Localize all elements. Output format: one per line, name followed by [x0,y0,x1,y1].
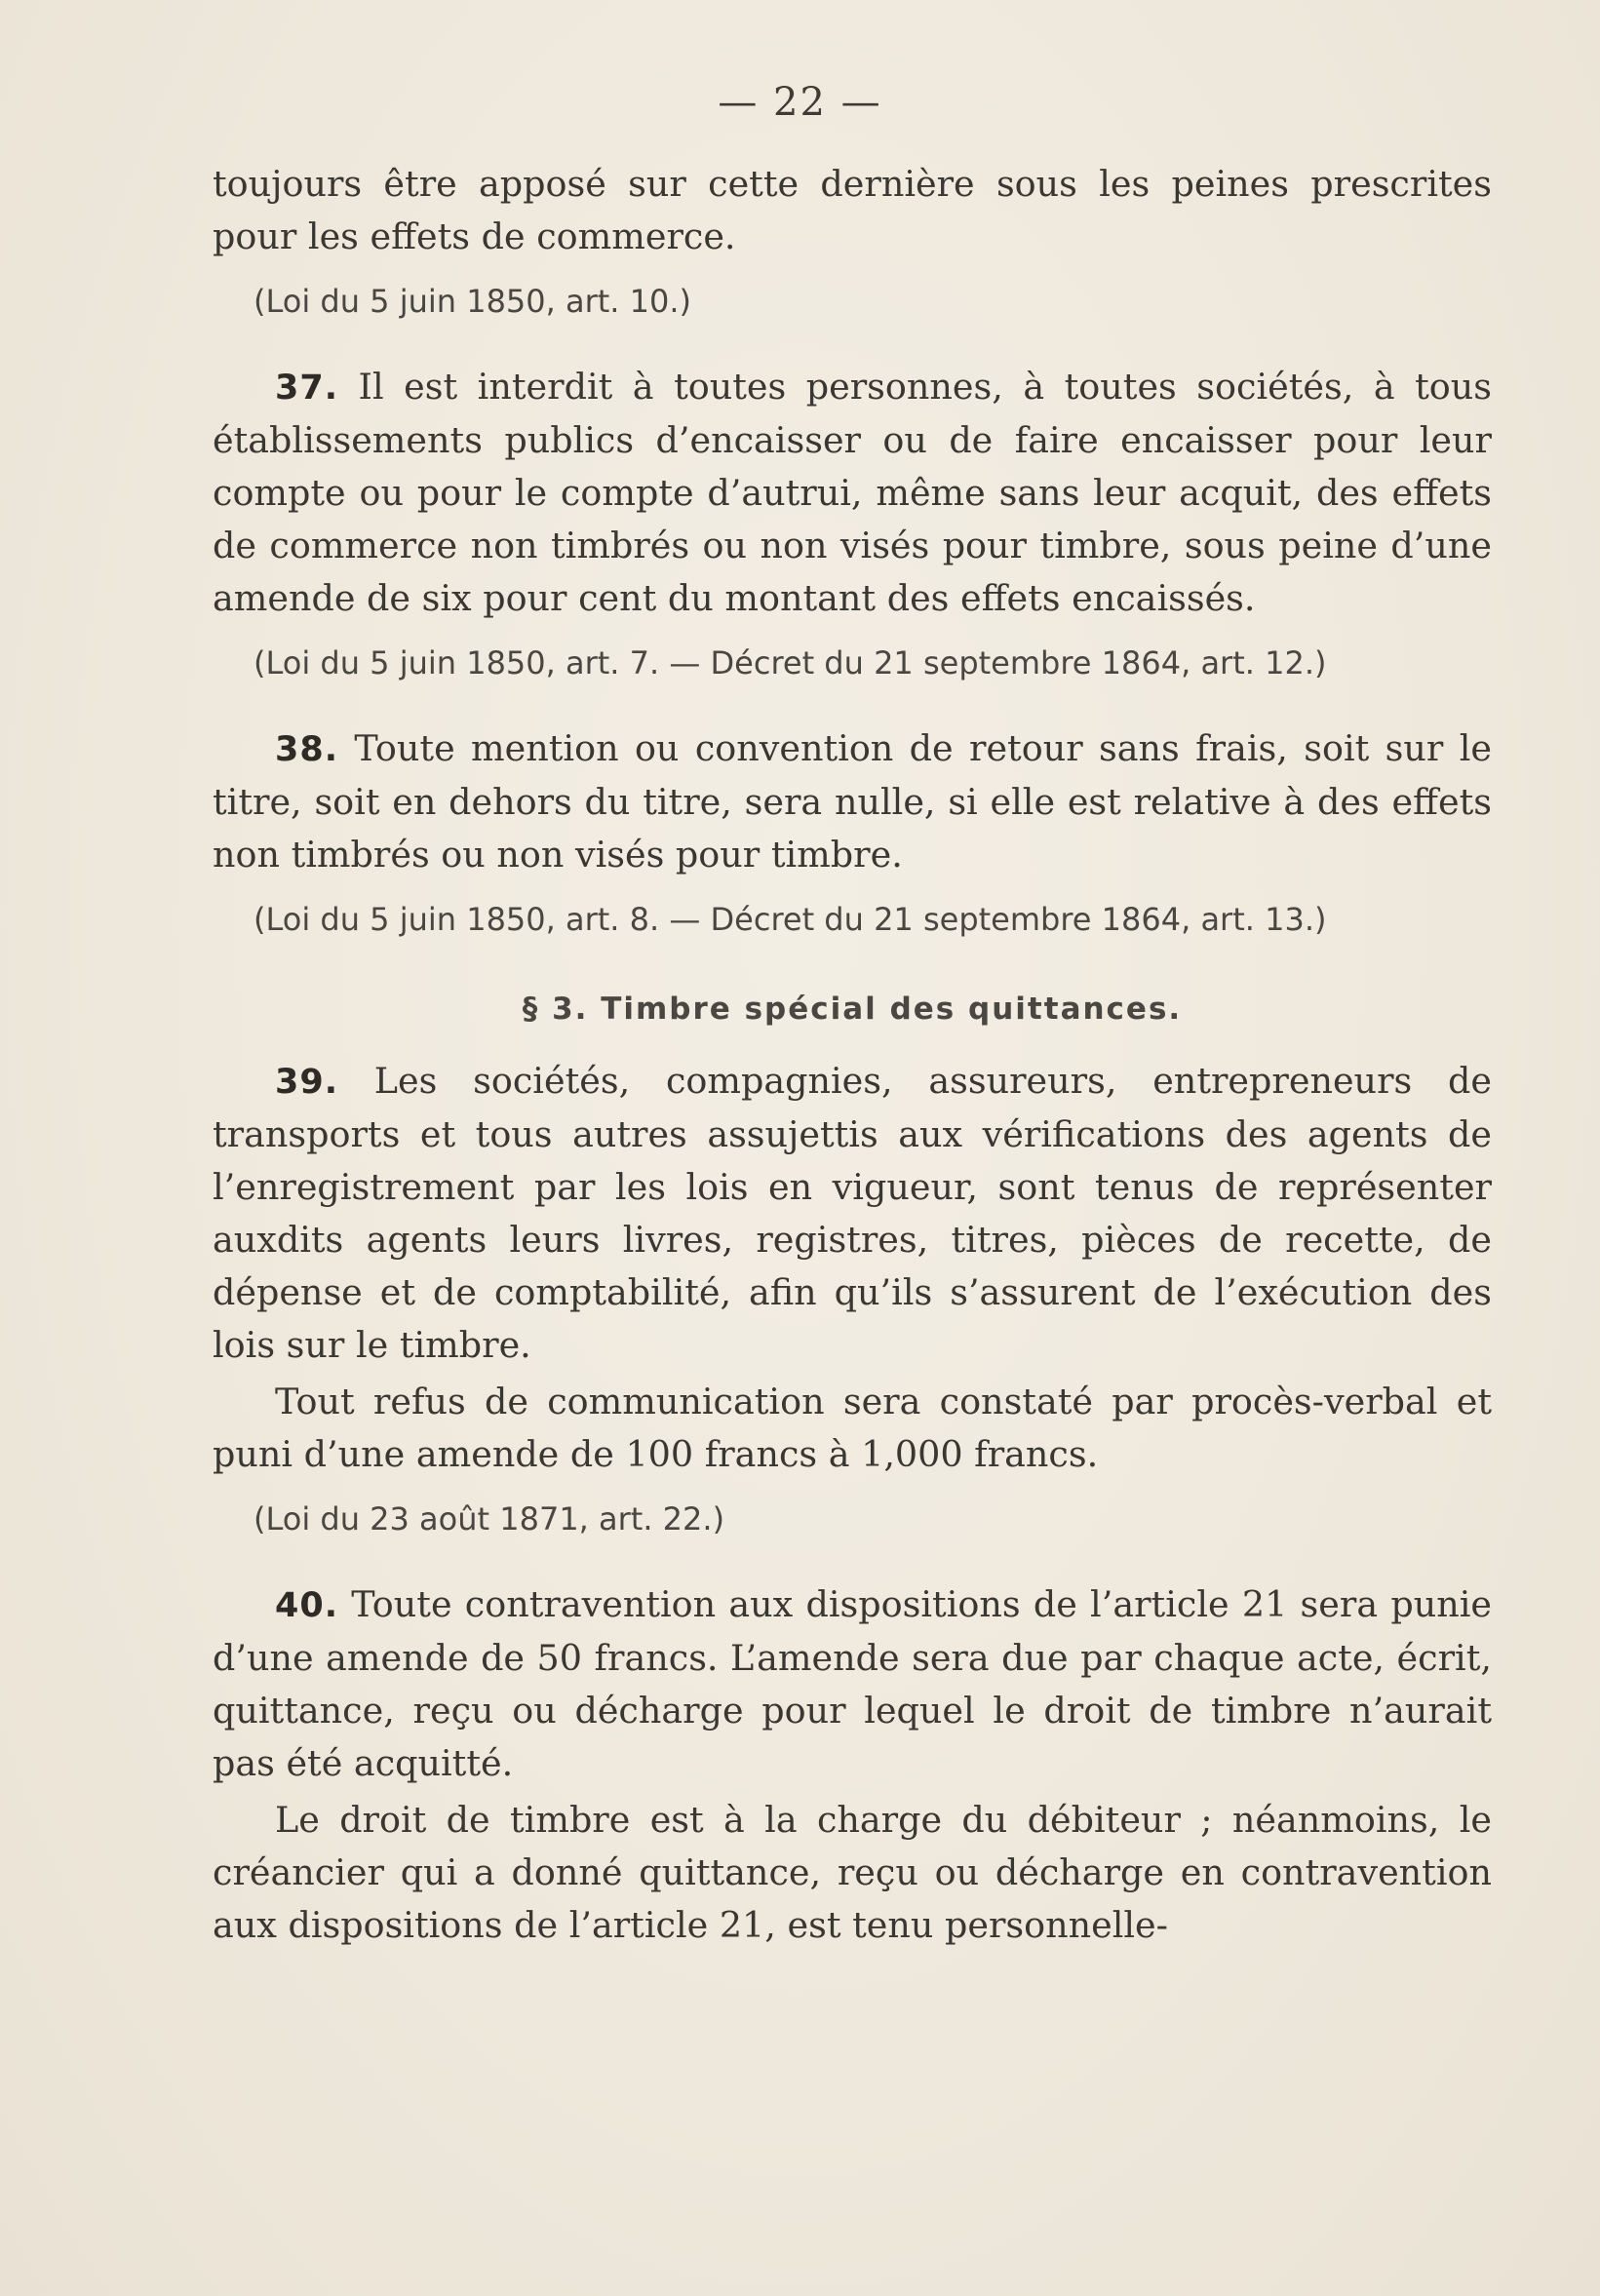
citation: (Loi du 5 juin 1850, art. 8. — Décret du 21 septembre 1864, art. 13.) [254,901,1327,938]
citation: (Loi du 5 juin 1850, art. 7. — Décret du 21 septembre 1864, art. 12.) [254,644,1327,681]
paragraph: Tout refus de communication sera constaté par procès-verbal et puni d’une amende de 100 francs à 1,000 francs. [213,1381,1492,1475]
article-text: Les sociétés, compagnies, assureurs, entrepreneurs de transports et tous autres assujettis aux vérifications des agents de l’enregistrement par les lois en vigueur, sont tenus de représenter auxdits agents leurs livres, registres, titres, pièces de recette, de dépense et de comptabilité, afin qu’ils s’assurent de l’exécution des lois sur le timbre. [213,1060,1492,1366]
article-39 [213,1055,1492,1372]
page-number: — 22 — [718,80,882,125]
article-text: Toute mention ou convention de retour sans frais, soit sur le titre, soit en dehors du titre, sera nulle, si elle est relative à des effets non timbrés ou non visés pour timbre. [213,727,1492,876]
article-37 [213,361,1492,625]
section-heading: § 3. Timbre spécial des quittances. [522,992,1183,1027]
citation: (Loi du 5 juin 1850, art. 10.) [254,283,692,320]
article-number: 39. [275,1063,339,1102]
page-body [213,158,1492,1952]
article-40 [213,1578,1492,1790]
citation: (Loi du 23 août 1871, art. 22.) [254,1500,725,1537]
continued-paragraph: toujours être apposé sur cette dernière sous les peines prescrites pour les effets de commerce. [213,163,1492,257]
article-number: 38. [275,730,339,769]
paragraph: Le droit de timbre est à la charge du débiteur ; néanmoins, le créancier qui a donné quittance, reçu ou décharge en contravention aux dispositions de l’article 21, est tenu personnelle- [213,1799,1492,1946]
article-38 [213,722,1492,881]
article-text: Toute contravention aux dispositions de l’article 21 sera punie d’une amende de 50 francs. L’amende sera due par chaque acte, écrit, quittance, reçu ou décharge pour lequel le droit de timbre n’aurait pas été acquitté. [213,1583,1492,1784]
article-number: 40. [275,1586,339,1625]
article-number: 37. [275,369,339,408]
article-text: Il est interdit à toutes personnes, à toutes sociétés, à tous établissements publics d’encaisser ou de faire encaisser pour leur compte ou pour le compte d’autrui, même sans leur acquit, des effets de commerce non timbrés ou non visés pour timbre, sous peine d’une amende de six pour cent du montant des effets encaissés. [213,366,1492,619]
